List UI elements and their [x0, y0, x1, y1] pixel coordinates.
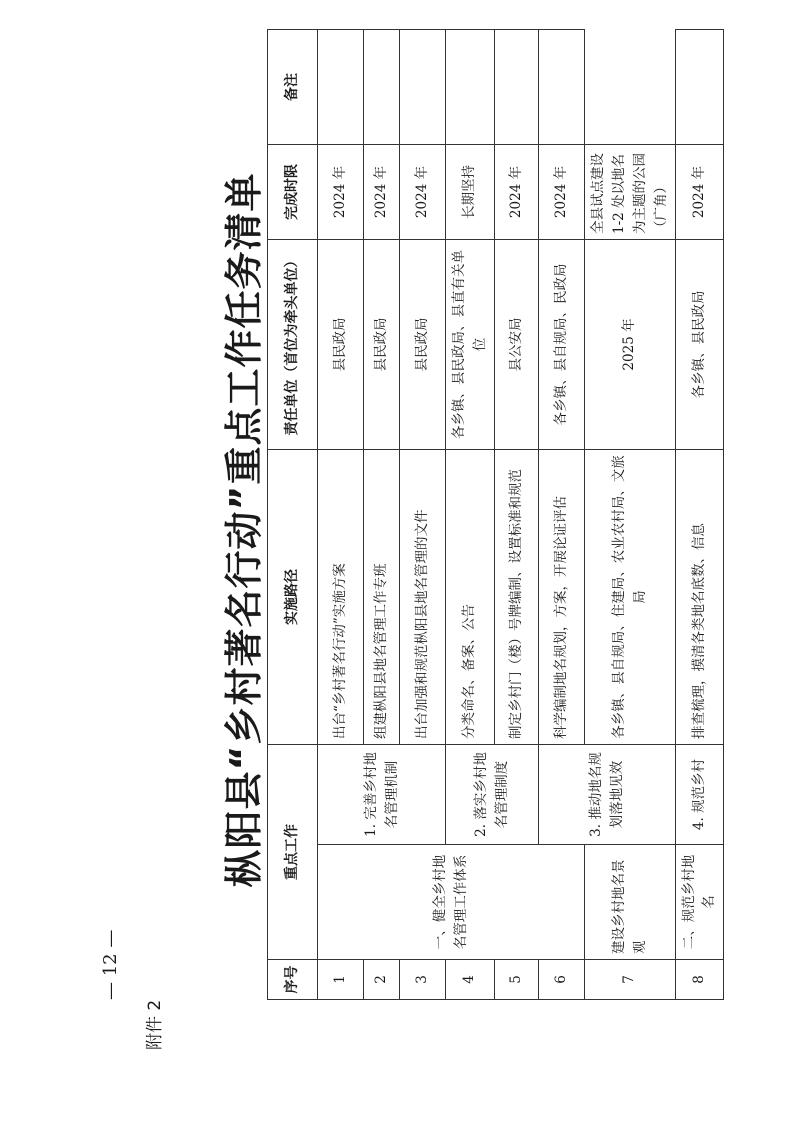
row-remark — [675, 30, 724, 145]
row-remark: 全县试点建设 1-2 处以地名为主题的公园（广角） — [584, 145, 675, 240]
table-row — [675, 30, 724, 1000]
attachment-label: 附件 2 — [145, 999, 165, 1050]
row-seq: 2 — [364, 960, 400, 1000]
row-path: 制定乡村门（楼）号牌编制、设置标准和规范 — [494, 450, 538, 745]
row-path: 科学编制地名规划，方案，开展论证评估 — [538, 450, 584, 745]
row-seq: 1 — [318, 960, 364, 1000]
row-seq: 4 — [446, 960, 495, 1000]
row-deadline: 2024 年 — [364, 145, 400, 240]
row-path: 组建枞阳县地名管理工作专班 — [364, 450, 400, 745]
row-deadline: 2024 年 — [494, 145, 538, 240]
row-unit: 各乡镇、县自规局、民政局 — [538, 240, 584, 450]
row-path: 建设乡村地名景观 — [584, 845, 675, 960]
document-title: 枞阳县“乡村著名行动”重点工作任务清单 — [222, 172, 266, 888]
header-remark: 备注 — [268, 30, 318, 145]
sub-item-cell: 4. 规范乡村 — [675, 745, 724, 845]
row-unit: 各乡镇、县民政局、县直有关单位 — [446, 240, 495, 450]
page-number: — 12 — — [100, 929, 121, 1000]
table-row — [318, 30, 364, 1000]
header-seq: 序号 — [268, 960, 318, 1000]
row-seq: 5 — [494, 960, 538, 1000]
task-table — [267, 29, 724, 1000]
row-deadline: 长期坚持 — [446, 145, 495, 240]
row-seq: 8 — [675, 960, 724, 1000]
row-path: 出台“乡村著名行动”实施方案 — [318, 450, 364, 745]
category-cell: 一、健全乡村地名管理工作体系 — [318, 845, 585, 960]
row-unit: 各乡镇、县自规局、住建局、农业农村局、文旅局 — [584, 450, 675, 745]
row-unit: 县民政局 — [318, 240, 364, 450]
sub-item-cell: 1. 完善乡村地名管理机制 — [318, 745, 446, 845]
row-deadline: 2024 年 — [675, 145, 724, 240]
row-seq: 3 — [400, 960, 446, 1000]
table-header-row — [268, 30, 318, 1000]
row-deadline: 2025 年 — [584, 240, 675, 450]
row-remark — [494, 30, 538, 145]
category-cell: 二、规范乡村地名 — [675, 845, 724, 960]
row-path: 分类命名、备案、公告 — [446, 450, 495, 745]
rotated-document — [215, 30, 718, 1030]
row-remark — [538, 30, 584, 145]
header-deadline: 完成时限 — [268, 145, 318, 240]
row-path: 排查梳理，摸清各类地名底数、信息 — [675, 450, 724, 745]
row-path: 出台加强和规范枞阳县地名管理的文件 — [400, 450, 446, 745]
row-unit: 县民政局 — [400, 240, 446, 450]
row-seq: 6 — [538, 960, 584, 1000]
table-row — [584, 30, 675, 1000]
row-deadline: 2024 年 — [400, 145, 446, 240]
sub-item-cell: 3. 推动地名规划落地见效 — [538, 745, 675, 845]
row-remark — [446, 30, 495, 145]
header-path: 实施路径 — [268, 450, 318, 745]
row-deadline: 2024 年 — [538, 145, 584, 240]
sub-item-cell: 2. 落实乡村地名管理制度 — [446, 745, 539, 845]
row-remark — [400, 30, 446, 145]
header-key-work: 重点工作 — [268, 745, 318, 960]
row-remark — [364, 30, 400, 145]
row-deadline: 2024 年 — [318, 145, 364, 240]
row-unit: 县公安局 — [494, 240, 538, 450]
row-remark — [318, 30, 364, 145]
row-unit: 县民政局 — [364, 240, 400, 450]
row-seq: 7 — [584, 960, 675, 1000]
row-unit: 各乡镇、县民政局 — [675, 240, 724, 450]
header-unit: 责任单位（首位为牵头单位） — [268, 240, 318, 450]
